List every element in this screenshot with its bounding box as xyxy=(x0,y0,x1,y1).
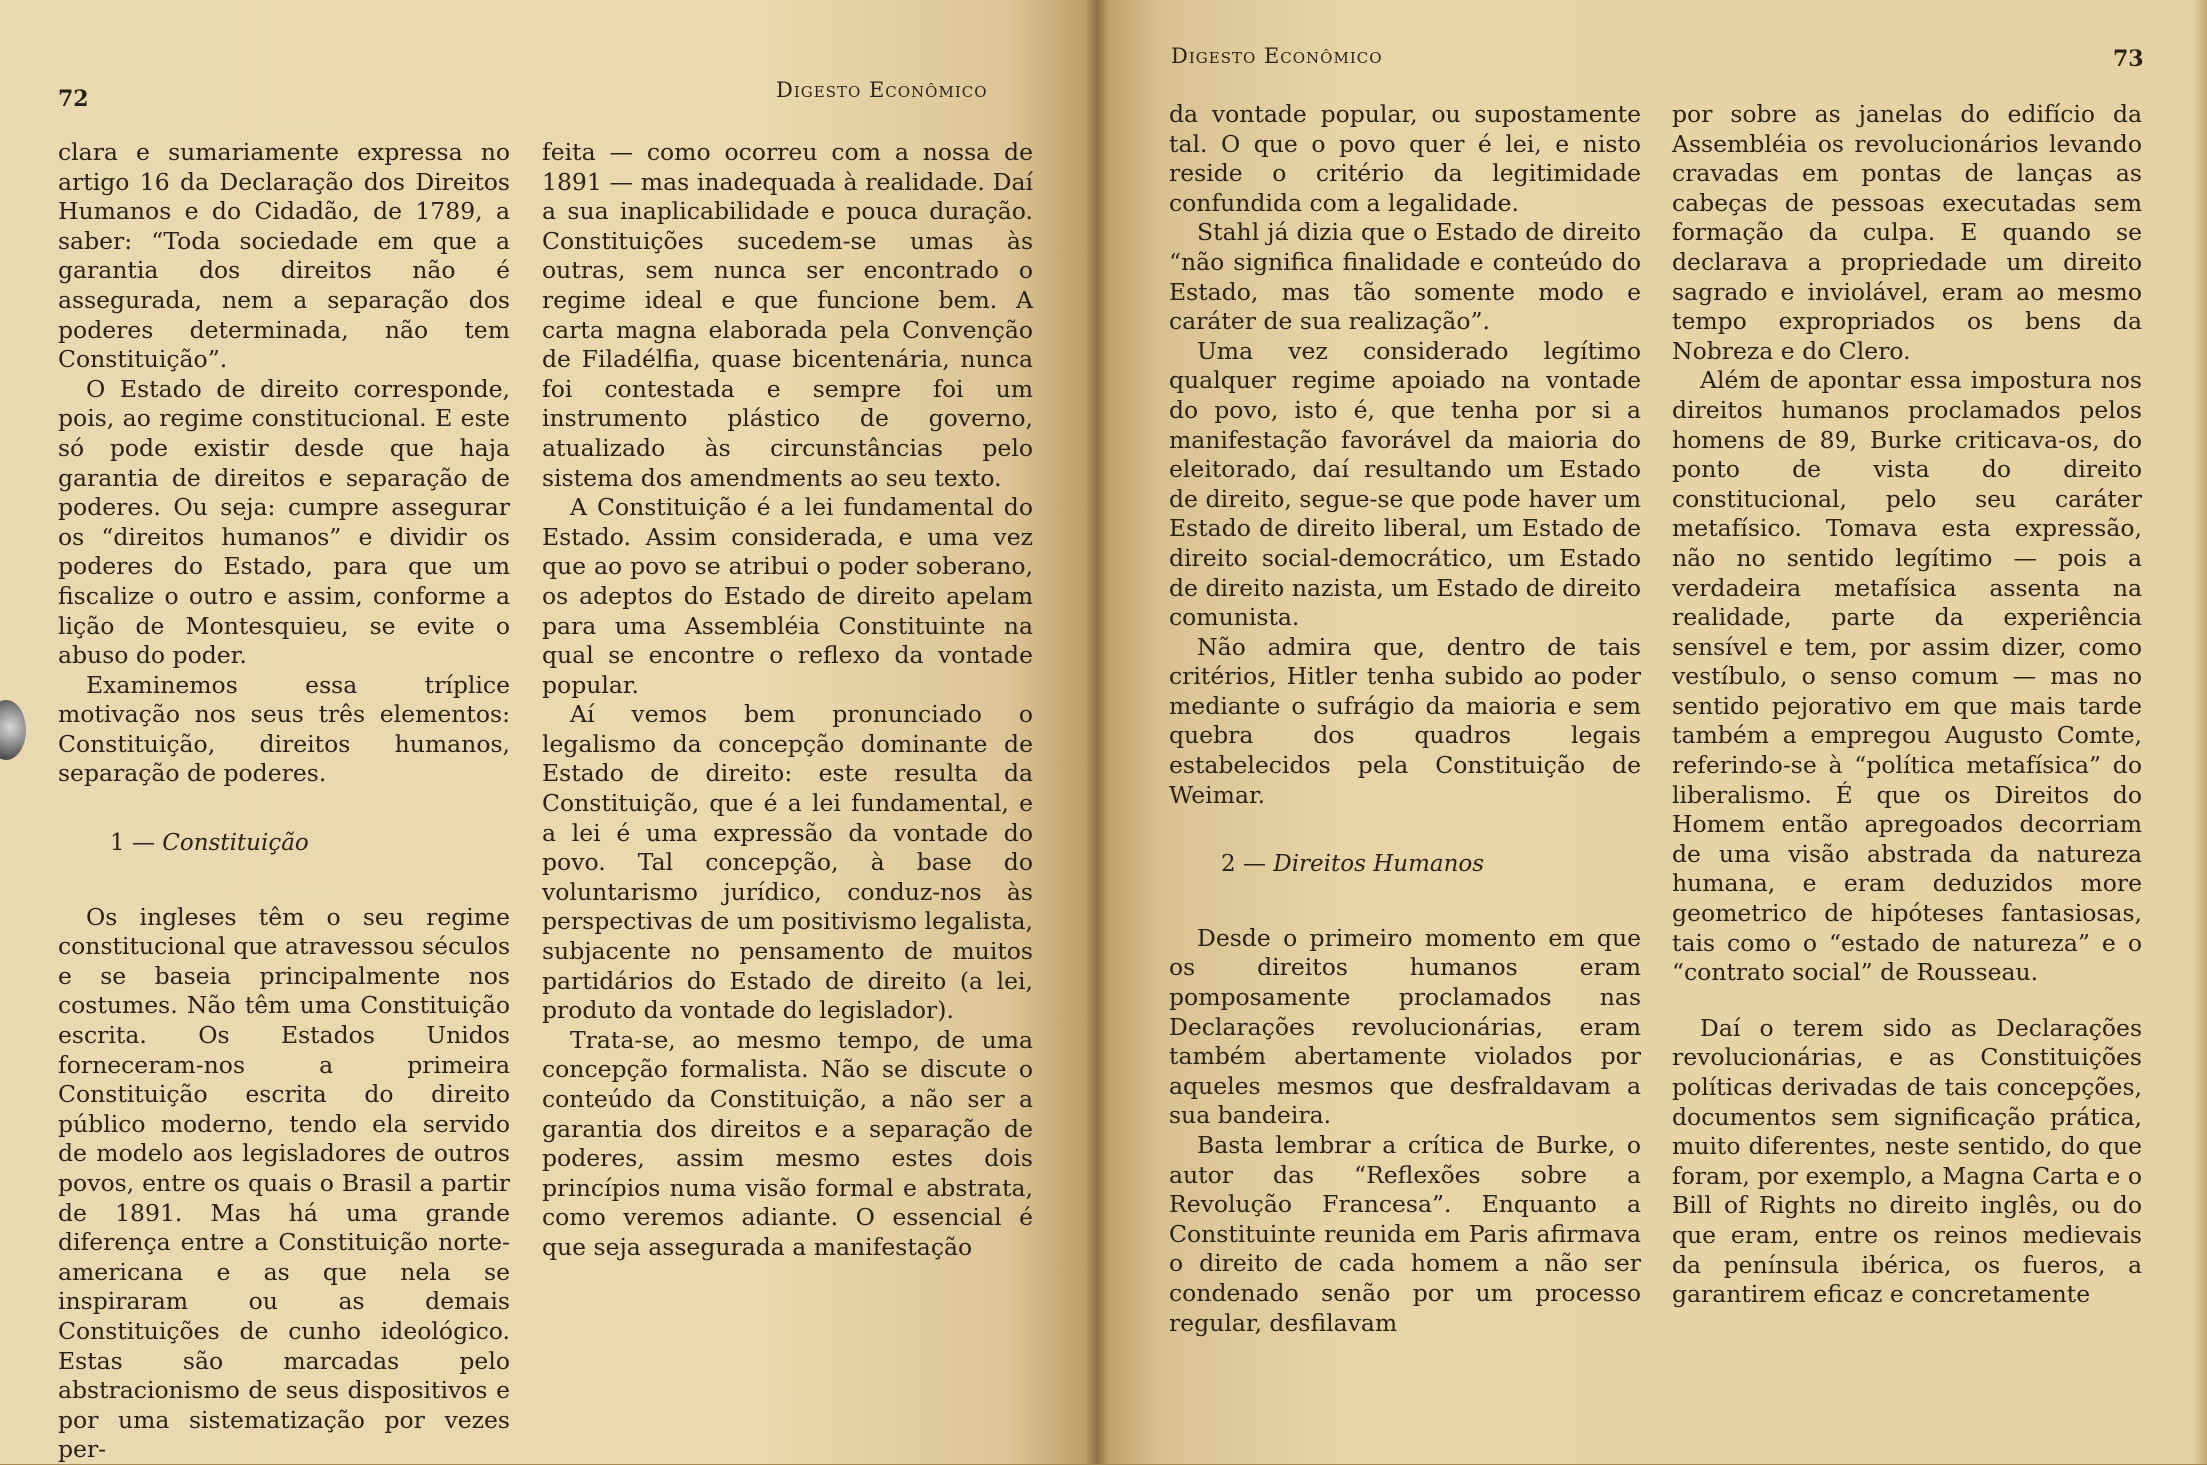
paragraph: Examinemos essa tríplice motivação nos seus três elementos: Constituição, direitos humanos, separação de poderes. xyxy=(58,670,510,788)
column-2 xyxy=(1672,100,2142,1310)
page-number: 72 xyxy=(58,86,89,112)
left-page xyxy=(0,0,1097,1464)
paragraph: da vontade popular, ou supostamente tal. O que o povo quer é lei, e nisto reside o critério da legitimidade confundida com a legalidade. xyxy=(1169,100,1641,217)
paragraph: Desde o primeiro momento em que os direitos humanos eram pomposamente proclamados nas Declarações revolucionárias, eram também abertamente violados por aqueles mesmos que desfraldavam a sua bandeira. xyxy=(1169,923,1641,1130)
section-heading: 1 — Constituição xyxy=(110,830,309,857)
column-1 xyxy=(58,138,510,1465)
book-gutter xyxy=(1085,0,1109,1464)
paragraph: Os ingleses têm o seu regime constitucional que atravessou séculos e se baseia principalmente nos costumes. Não têm uma Constituição escrita. Os Estados Unidos forneceram-nos a primeira Constituição escrita do direito público moderno, tendo ela servido de modelo aos legisladores de outros povos, entre os quais o Brasil a partir de 1891. Mas há uma grande diferença entre a Constituição norte-americana e as que nela se inspiraram ou as demais Constituições de cunho ideológico. Estas são marcadas pelo abstracionismo de seus dispositivos e por uma sistematização por vezes per- xyxy=(58,902,510,1464)
paragraph: Uma vez considerado legítimo qualquer regime apoiado na vontade do povo, isto é, que tenha por si a manifestação favorável da maioria do eleitorado, daí resultando um Estado de direito, segue-se que pode haver um Estado de direito liberal, um Estado de direito social-democrático, um Estado de direito nazista, um Estado de direito comunista. xyxy=(1169,336,1641,632)
page-number: 73 xyxy=(2113,46,2144,72)
paragraph: A Constituição é a lei fundamental do Estado. Assim considerada, e uma vez que ao povo se atribui o poder soberano, os adeptos do Estado de direito apelam para uma Assembléia Constituinte na qual se encontre o reflexo da vontade popular. xyxy=(542,493,1033,699)
paragraph: Não admira que, dentro de tais critérios, Hitler tenha subido ao poder mediante o sufrágio da maioria e sem quebra dos quadros legais estabelecidos pela Constituição de Weimar. xyxy=(1169,632,1641,809)
binder-clip xyxy=(0,700,26,760)
column-2 xyxy=(542,138,1033,1263)
paragraph: Daí o terem sido as Declarações revolucionárias, e as Constituições políticas derivadas de tais concepções, documentos sem significação prática, muito diferentes, neste sentido, do que foram, por exemplo, a Magna Carta e o Bill of Rights no direito inglês, ou do que eram, entre os reinos medievais da península ibérica, os fueros, a garantirem eficaz e concretamente xyxy=(1672,1013,2142,1309)
paragraph: feita — como ocorreu com a nossa de 1891 — mas inadequada à realidade. Daí a sua inaplicabilidade e pouca duração. Constituições sucedem-se umas às outras, sem nunca ser encontrado o regime ideal e que funcione bem. A carta magna elaborada pela Convenção de Filadélfia, quase bicentenária, nunca foi contestada e sempre foi um instrumento plástico de governo, atualizado às circunstâncias pelo sistema dos amendments ao seu texto. xyxy=(542,138,1033,492)
paragraph: O Estado de direito corresponde, pois, ao regime constitucional. E este só pode existir desde que haja garantia de direitos e separação de poderes. Ou seja: cumpre assegurar os “direitos humanos” e dividir os poderes do Estado, para que um fiscalize o outro e assim, conforme a lição de Montesquieu, se evite o abuso do poder. xyxy=(58,374,510,670)
page-edge-shadow xyxy=(2193,0,2207,1464)
section-heading: 2 — Direitos Humanos xyxy=(1221,851,1485,878)
paragraph: Basta lembrar a crítica de Burke, o autor das “Reflexões sobre a Revolução Francesa”. Enquanto a Constituinte reunida em Paris afirmava o direito de cada homem a não ser condenado senão por um processo regular, desfilavam xyxy=(1169,1131,1641,1337)
paragraph: Aí vemos bem pronunciado o legalismo da concepção dominante de Estado de direito: este resulta da Constituição, que é a lei fundamental, e a lei é uma expressão da vontade do povo. Tal concepção, à base do voluntarismo jurídico, conduz-nos às perspectivas de um positivismo legalista, subjacente no pensamento de muitos partidários do Estado de direito (a lei, produto da vontade do legislador). xyxy=(542,700,1033,1025)
paragraph: por sobre as janelas do edifício da Assembléia os revolucionários levando cravadas em pontas de lanças as cabeças de pessoas executadas sem formação da culpa. E quando se declarava a propriedade um direito sagrado e inviolável, eram ao mesmo tempo expropriados os bens da Nobreza e do Clero. xyxy=(1672,100,2142,365)
paragraph: clara e sumariamente expressa no artigo 16 da Declaração dos Direitos Humanos e do Cidadão, de 1789, a saber: “Toda sociedade em que a garantia dos direitos não é assegurada, nem a separação dos poderes determinada, não tem Constituição”. xyxy=(58,138,510,374)
running-head: Digesto Econômico xyxy=(1171,44,1383,68)
paragraph: Trata-se, ao mesmo tempo, de uma concepção formalista. Não se discute o conteúdo da Constituição, a não ser a garantia dos direitos e a separação de poderes, assim mesmo estes dois princípios numa visão formal e abstrata, como veremos adiante. O essencial é que seja assegurada a manifestação xyxy=(542,1025,1033,1261)
column-1 xyxy=(1169,100,1641,1338)
paragraph: Stahl já dizia que o Estado de direito “não significa finalidade e conteúdo do Estado, mas tão somente modo e caráter de sua realização”. xyxy=(1169,218,1641,336)
paragraph: Além de apontar essa impostura nos direitos humanos proclamados pelos homens de 89, Burke criticava-os, do ponto de vista do direito constitucional, pelo seu caráter metafísico. Tomava esta expressão, não no sentido legítimo — pois a verdadeira metafísica assenta na realidade, parte da experiência sensível e tem, por assim dizer, como vestíbulo, o senso comum — mas no sentido pejorativo em que mais tarde também a empregou Augusto Comte, referindo-se à “política metafísica” do liberalismo. É que os Direitos do Homem então apregoados decorriam de uma visão abstrada da natureza humana, e eram deduzidos more geometrico de hipóteses fantasiosas, tais como o “estado de natureza” e o “contrato social” de Rousseau. xyxy=(1672,366,2142,987)
running-head: Digesto Econômico xyxy=(776,78,988,102)
right-page xyxy=(1097,0,2207,1464)
